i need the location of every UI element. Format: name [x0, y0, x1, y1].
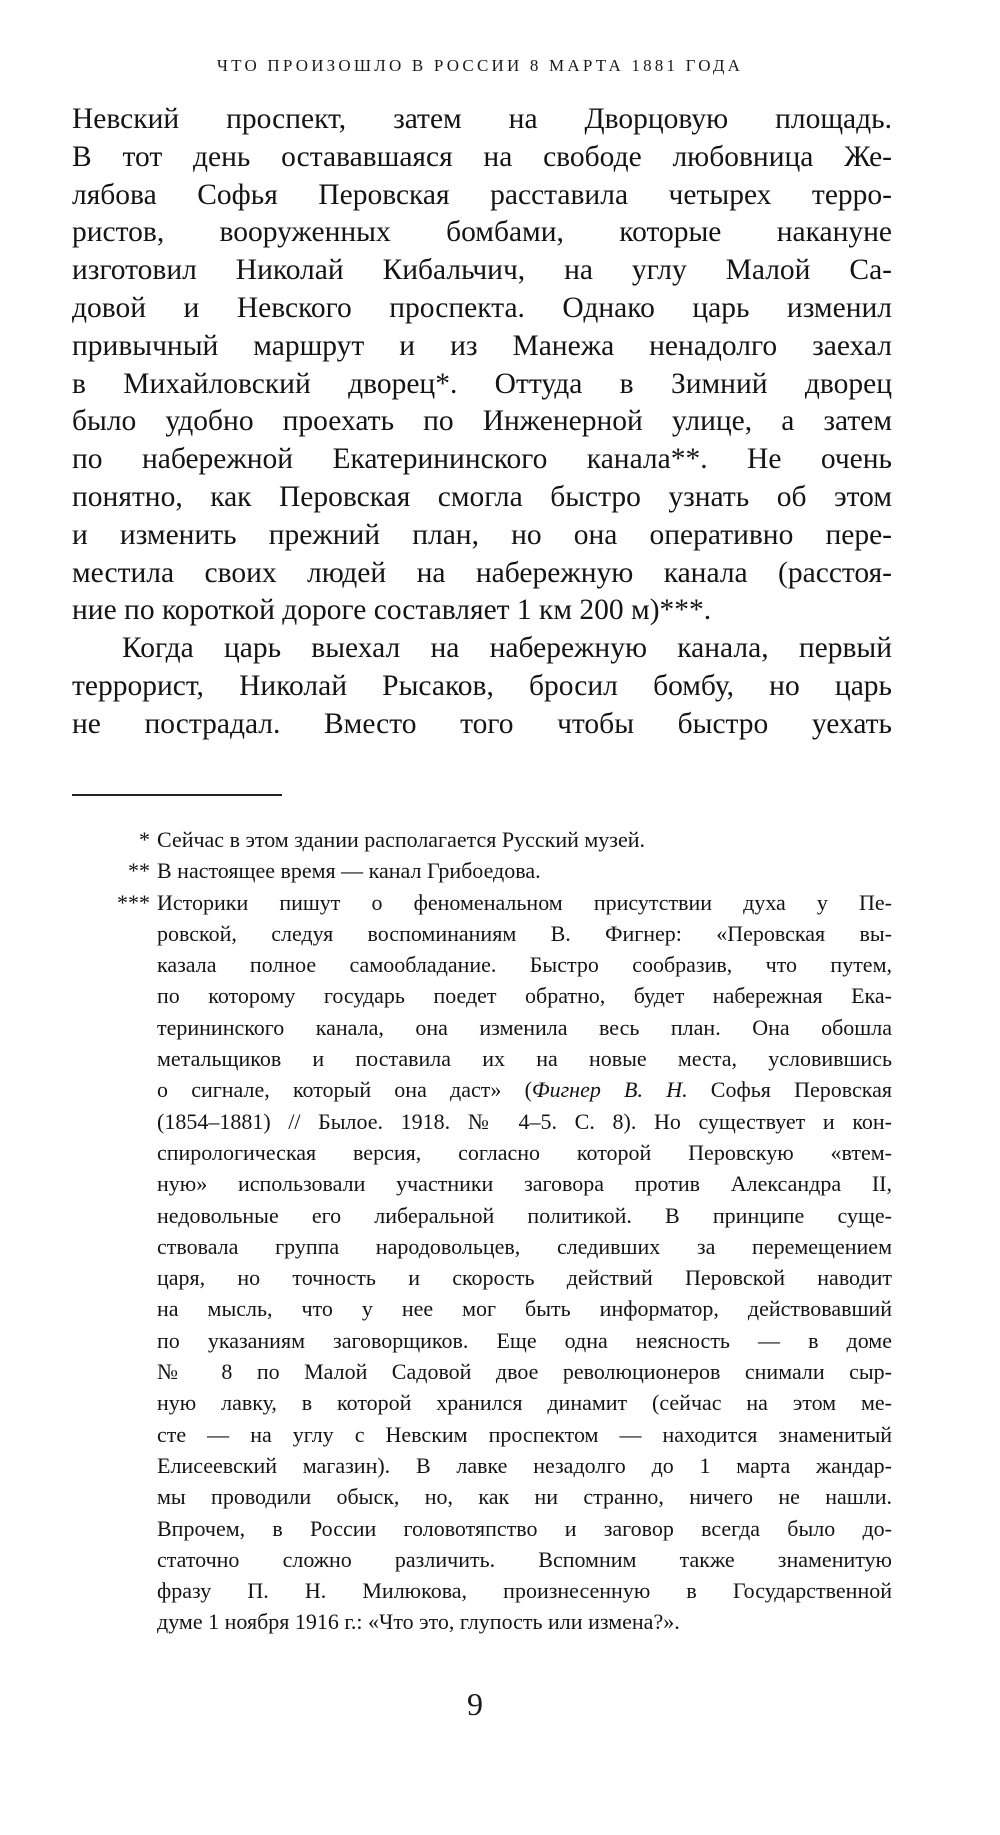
text-line: местила своих людей на набережную канала (расстоя-: [72, 556, 892, 589]
footnote-line: метальщиков и поставила их на новые места, условившись: [157, 1046, 892, 1072]
text-line: лябова Софья Перовская расставила четырех терро-: [72, 178, 892, 211]
text-line: понятно, как Перовская смогла быстро узнать об этом: [72, 480, 892, 513]
footnote-line: казала полное самообладание. Быстро сообразив, что путем,: [157, 952, 892, 978]
footnotes: [72, 824, 892, 1638]
main-text: [72, 101, 892, 744]
footnote-mark: ***: [117, 889, 150, 915]
footnote-line: терининского канала, она изменила весь план. Она обошла: [157, 1014, 892, 1040]
text-line: изготовил Николай Кибальчич, на углу Малой Са-: [72, 254, 892, 287]
text-line: довой и Невского проспекта. Однако царь изменил: [72, 291, 892, 324]
footnote-line: по которому государь поедет обратно, будет набережная Ека-: [157, 983, 892, 1009]
footnote-line: ную» использовали участники заговора против Александра II,: [157, 1171, 892, 1197]
footnote-line: мы проводили обыск, но, как ни странно, ничего не нашли.: [157, 1484, 892, 1510]
text-line: не пострадал. Вместо того чтобы быстро уехать: [72, 707, 892, 740]
footnote-mark: *: [139, 827, 150, 852]
text-line: ристов, вооруженных бомбами, которые накануне: [72, 216, 892, 249]
text-line: и изменить прежний план, но она оперативно пере-: [72, 518, 892, 551]
footnote-line: Впрочем, в России головотяпство и заговор всегда было до-: [157, 1515, 892, 1541]
footnote-line: фразу П. Н. Милюкова, произнесенную в Государственной: [157, 1578, 892, 1604]
text-line: ние по короткой дороге составляет 1 км 200 м)***.: [72, 594, 712, 627]
footnote-line: на мысль, что у нее мог быть информатор, действовавший: [157, 1296, 892, 1322]
citation-author: Фигнер В. Н.: [531, 1077, 688, 1103]
text-line: было удобно проехать по Инженерной улице, а затем: [72, 405, 892, 438]
text-line: по набережной Екатерининского канала**. Не очень: [72, 443, 892, 476]
footnote-line: спирологическая версия, согласно которой Перовскую «втем-: [157, 1139, 892, 1165]
footnote-line: царя, но точность и скорость действий Перовской наводит: [157, 1265, 892, 1291]
footnote-line: (1854–1881) // Былое. 1918. № 4–5. С. 8). Но существует и кон-: [157, 1108, 892, 1134]
paragraph-first-line: Когда царь выехал на набережную канала, первый: [122, 632, 892, 665]
citation-prefix: о сигнале, который она даст» (: [157, 1077, 532, 1103]
footnote-1: [72, 824, 892, 855]
footnote-line: думе 1 ноября 1916 г.: «Что это, глупость или измена?».: [157, 1609, 680, 1635]
footnote-line: Елисеевский магазин). В лавке незадолго до 1 марта жандар-: [157, 1452, 892, 1478]
text-line: террорист, Николай Рысаков, бросил бомбу, но царь: [72, 669, 892, 702]
footnote-3: [72, 887, 892, 1638]
footnote-line: недовольные его либеральной политикой. В принципе суще-: [157, 1202, 892, 1228]
footnote-line: по указаниям заговорщиков. Еще одна неясность — в доме: [157, 1327, 892, 1353]
running-head: ЧТО ПРОИЗОШЛО В РОССИИ 8 МАРТА 1881 ГОДА: [216, 56, 744, 75]
footnote-line: сте — на углу с Невским проспектом — находится знаменитый: [157, 1421, 892, 1447]
page-number: 9: [467, 1686, 483, 1722]
footnote-line: Историки пишут о феноменальном присутствии духа у Пе-: [157, 889, 892, 915]
footnote-line: ровской, следуя воспоминаниям В. Фигнер: «Перовская вы-: [157, 920, 892, 946]
footnote-line: В настоящее время — канал Грибоедова.: [157, 858, 541, 884]
footnote-separator: [72, 794, 282, 796]
footnote-line: ную лавку, в которой хранился динамит (сейчас на этом ме-: [157, 1390, 892, 1416]
footnote-line: № 8 по Малой Садовой двое революционеров снимали сыр-: [157, 1359, 892, 1385]
text-line: в Михайловский дворец*. Оттуда в Зимний дворец: [72, 367, 892, 400]
text-line: привычный маршрут и из Манежа ненадолго заехал: [72, 329, 892, 362]
text-line: В тот день остававшаяся на свободе любовница Же-: [72, 140, 892, 173]
text-line: Невский проспект, затем на Дворцовую площадь.: [72, 103, 892, 135]
footnote-line: статочно сложно различить. Вспомним также знаменитую: [157, 1546, 892, 1572]
citation-title: Софья Перовская: [710, 1077, 892, 1103]
footnote-2: [72, 855, 892, 886]
footnote-line: Сейчас в этом здании располагается Русский музей.: [157, 827, 646, 852]
footnote-mark: **: [128, 858, 150, 884]
footnote-line: ствовала группа народовольцев, следивших за перемещением: [157, 1233, 892, 1259]
footnote-line-with-citation: [157, 1074, 892, 1105]
